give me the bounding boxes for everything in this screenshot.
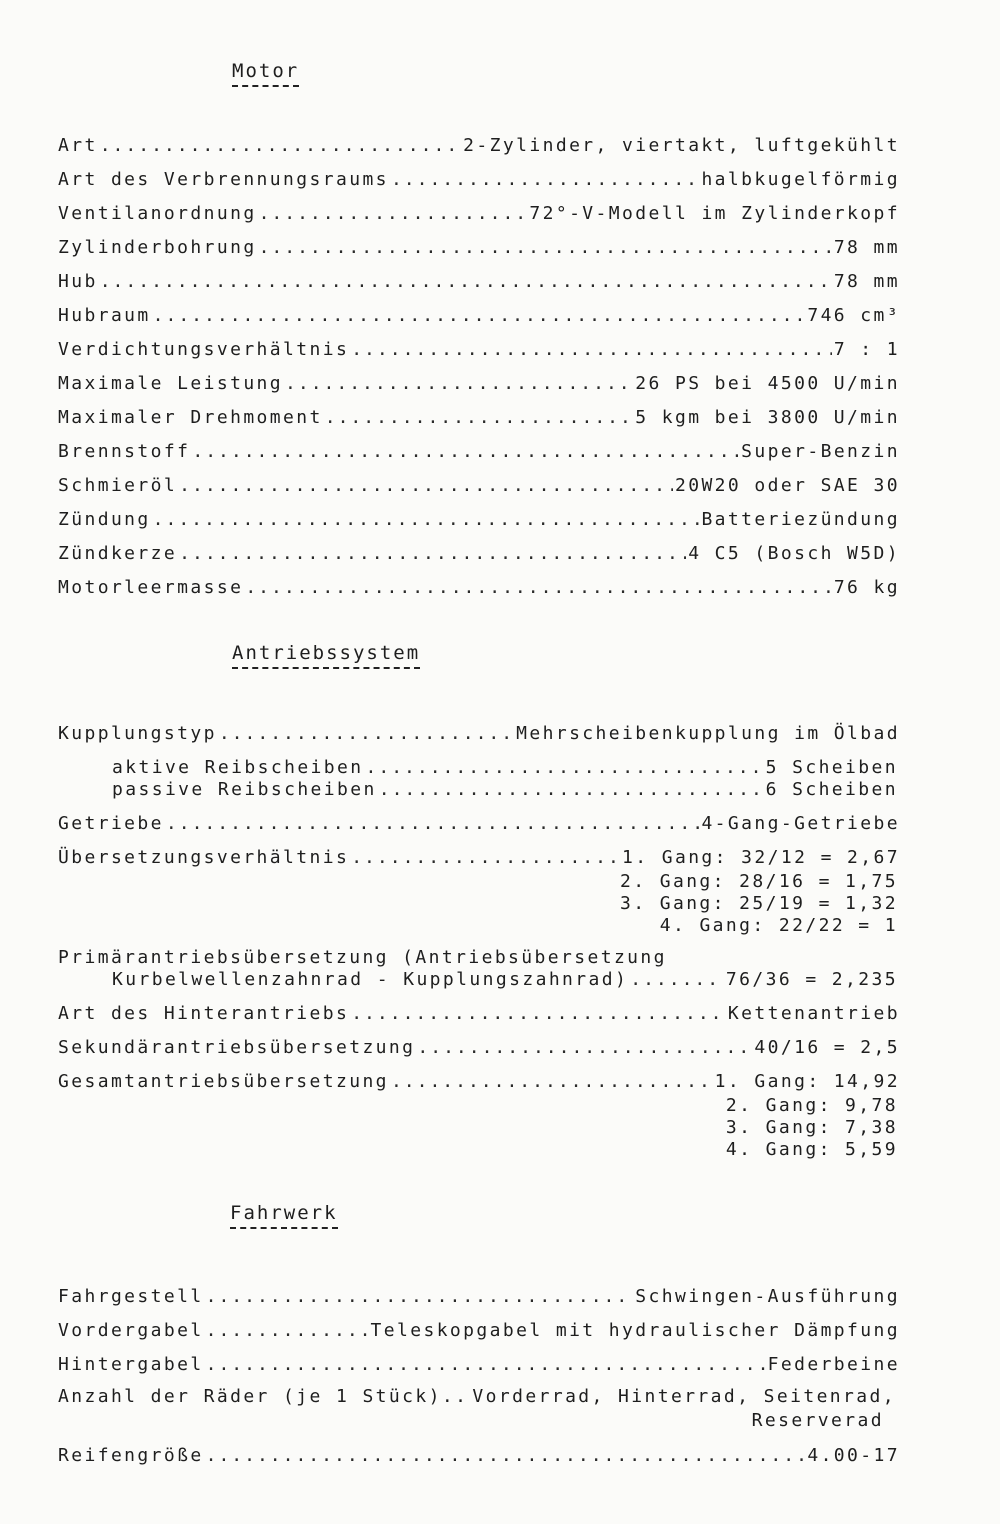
spec-label: Zündung [58,509,151,530]
leader-dots [206,1285,634,1309]
spec-value: 746 cm³ [807,305,900,326]
spec-value: 78 mm [833,271,900,292]
spec-row-vordergabel [58,1319,900,1343]
leader-dots [153,508,700,532]
spec-value: halbkugelförmig [701,169,900,190]
spec-value: Super-Benzin [741,441,900,462]
spec-label: aktive Reibscheiben [112,757,364,778]
spec-value: 1. Gang: 32/12 = 2,67 [622,847,900,868]
leader-dots [351,846,620,870]
spec-value: Mehrscheibenkupplung im Ölbad [516,723,900,744]
leader-dots [630,968,724,992]
heading-underline [232,85,299,87]
spec-label: Schmieröl [58,475,178,496]
spec-label: Hub [58,271,98,292]
spec-label: Übersetzungsverhältnis [58,847,350,868]
spec-label: Kurbelwellenzahnrad - Kupplungszahnrad) [112,969,629,990]
spec-value: 7 : 1 [833,339,900,360]
spec-label: Hubraum [58,305,151,326]
leader-dots [259,202,528,226]
leader-dots [391,1070,713,1094]
spec-label: Hintergabel [58,1354,204,1375]
spec-value-raeder: Vorderrad, Hinterrad, Seitenrad, [472,1386,896,1407]
spec-row-schmieroel [58,474,900,498]
spec-label: Art des Verbrennungsraums [58,169,389,190]
spec-row-motorleermasse [58,576,900,600]
leader-dots [179,542,686,566]
spec-row-zuendkerze [58,542,900,566]
leader-dots [259,236,832,260]
spec-label: Getriebe [58,813,164,834]
spec-row-verdichtung [58,338,900,362]
spec-row-uebersetzungsverhaeltnis [58,846,900,870]
spec-row-kupplungstyp [58,722,900,746]
spec-row-art [58,134,900,158]
spec-label: Sekundärantriebsübersetzung [58,1037,416,1058]
spec-row-hub [58,270,900,294]
spec-value: Batteriezündung [701,509,900,530]
spec-label: Vordergabel [58,1320,204,1341]
spec-label: Motorleermasse [58,577,244,598]
spec-row-reifengroesse [58,1444,900,1468]
spec-row-hubraum [58,304,900,328]
leader-dots [391,168,700,192]
spec-label: Brennstoff [58,441,191,462]
spec-value: 78 mm [833,237,900,258]
leader-dots [100,134,461,158]
spec-label-raeder: Anzahl der Räder (je 1 Stück).. [58,1386,469,1407]
spec-value: 72°-V-Modell im Zylinderkopf [529,203,900,224]
leader-dots [153,304,806,328]
gear-ratio-2: 2. Gang: 28/16 = 1,75 [620,871,898,892]
spec-value: 2-Zylinder, viertakt, luftgekühlt [463,135,900,156]
leader-dots [166,812,700,836]
leader-dots [379,778,764,802]
spec-value: 40/16 = 2,5 [754,1037,900,1058]
leader-dots [206,1444,806,1468]
leader-dots [417,1036,752,1060]
leader-dots [100,270,832,294]
spec-value: 5 kgm bei 3800 U/min [635,407,900,428]
spec-label: Art [58,135,98,156]
spec-value: 4 C5 (Bosch W5D) [688,543,900,564]
spec-label: Kupplungstyp [58,723,217,744]
spec-label: Gesamtantriebsübersetzung [58,1071,389,1092]
spec-row-verbrennungsraum [58,168,900,192]
spec-label: Ventilanordnung [58,203,257,224]
spec-row-leistung [58,372,900,396]
section-heading-motor [232,60,299,87]
spec-value: Federbeine [767,1354,900,1375]
spec-value: Schwingen-Ausführung [635,1286,900,1307]
spec-value: 6 Scheiben [765,779,898,800]
total-ratio-4: 4. Gang: 5,59 [725,1139,898,1160]
spec-row-hintergabel [58,1353,900,1377]
spec-row-zylinderbohrung [58,236,900,260]
spec-label: Art des Hinterantriebs [58,1003,350,1024]
leader-dots [285,372,633,396]
spec-row-primaerantrieb [112,968,898,992]
spec-value: 1. Gang: 14,92 [714,1071,900,1092]
spec-value: Kettenantrieb [727,1003,900,1024]
spec-label: Maximale Leistung [58,373,284,394]
spec-row-getriebe [58,812,900,836]
spec-row-gesamtantrieb [58,1070,900,1094]
gear-ratio-3: 3. Gang: 25/19 = 1,32 [620,893,898,914]
spec-value: 20W20 oder SAE 30 [674,475,900,496]
spec-label: Reifengröße [58,1445,204,1466]
heading-text: Fahrwerk [230,1202,338,1224]
heading-underline [232,667,420,669]
total-ratio-3: 3. Gang: 7,38 [725,1117,898,1138]
leader-dots [325,406,634,430]
section-heading-fahrwerk [230,1202,338,1229]
spec-value: Teleskopgabel mit hydraulischer Dämpfung [370,1320,900,1341]
section-heading-antriebssystem [232,642,420,669]
spec-value: 5 Scheiben [765,757,898,778]
spec-value: 76/36 = 2,235 [725,969,898,990]
spec-label: Fahrgestell [58,1286,204,1307]
spec-label: Zündkerze [58,543,178,564]
spec-row-brennstoff [58,440,900,464]
leader-dots [366,756,764,780]
leader-dots [351,1002,726,1026]
spec-value: 26 PS bei 4500 U/min [635,373,900,394]
spec-row-aktive-reibscheiben [112,756,898,780]
leader-dots [206,1353,766,1377]
spec-value-raeder-2: Reserverad [751,1410,884,1431]
primaer-line-1: Primärantriebsübersetzung (Antriebsübersetzung [58,947,667,968]
gear-ratio-4: 4. Gang: 22/22 = 1 [659,915,898,936]
total-ratio-2: 2. Gang: 9,78 [725,1095,898,1116]
spec-row-sekundaer [58,1036,900,1060]
spec-label: Zylinderbohrung [58,237,257,258]
leader-dots [179,474,673,498]
spec-label: passive Reibscheiben [112,779,377,800]
spec-row-drehmoment [58,406,900,430]
spec-row-passive-reibscheiben [112,778,898,802]
spec-row-zuendung [58,508,900,532]
spec-row-fahrgestell [58,1285,900,1309]
spec-value: 4-Gang-Getriebe [701,813,900,834]
spec-row-hinterantrieb [58,1002,900,1026]
heading-text: Motor [232,60,300,82]
leader-dots [206,1319,369,1343]
heading-underline [230,1227,338,1229]
heading-text: Antriebssystem [232,642,421,664]
leader-dots [245,576,831,600]
spec-value: 76 kg [833,577,900,598]
leader-dots [192,440,739,464]
spec-label: Maximaler Drehmoment [58,407,323,428]
spec-label: Verdichtungsverhältnis [58,339,350,360]
spec-value: 4.00-17 [807,1445,900,1466]
leader-dots [219,722,514,746]
leader-dots [351,338,832,362]
spec-row-ventilanordnung [58,202,900,226]
